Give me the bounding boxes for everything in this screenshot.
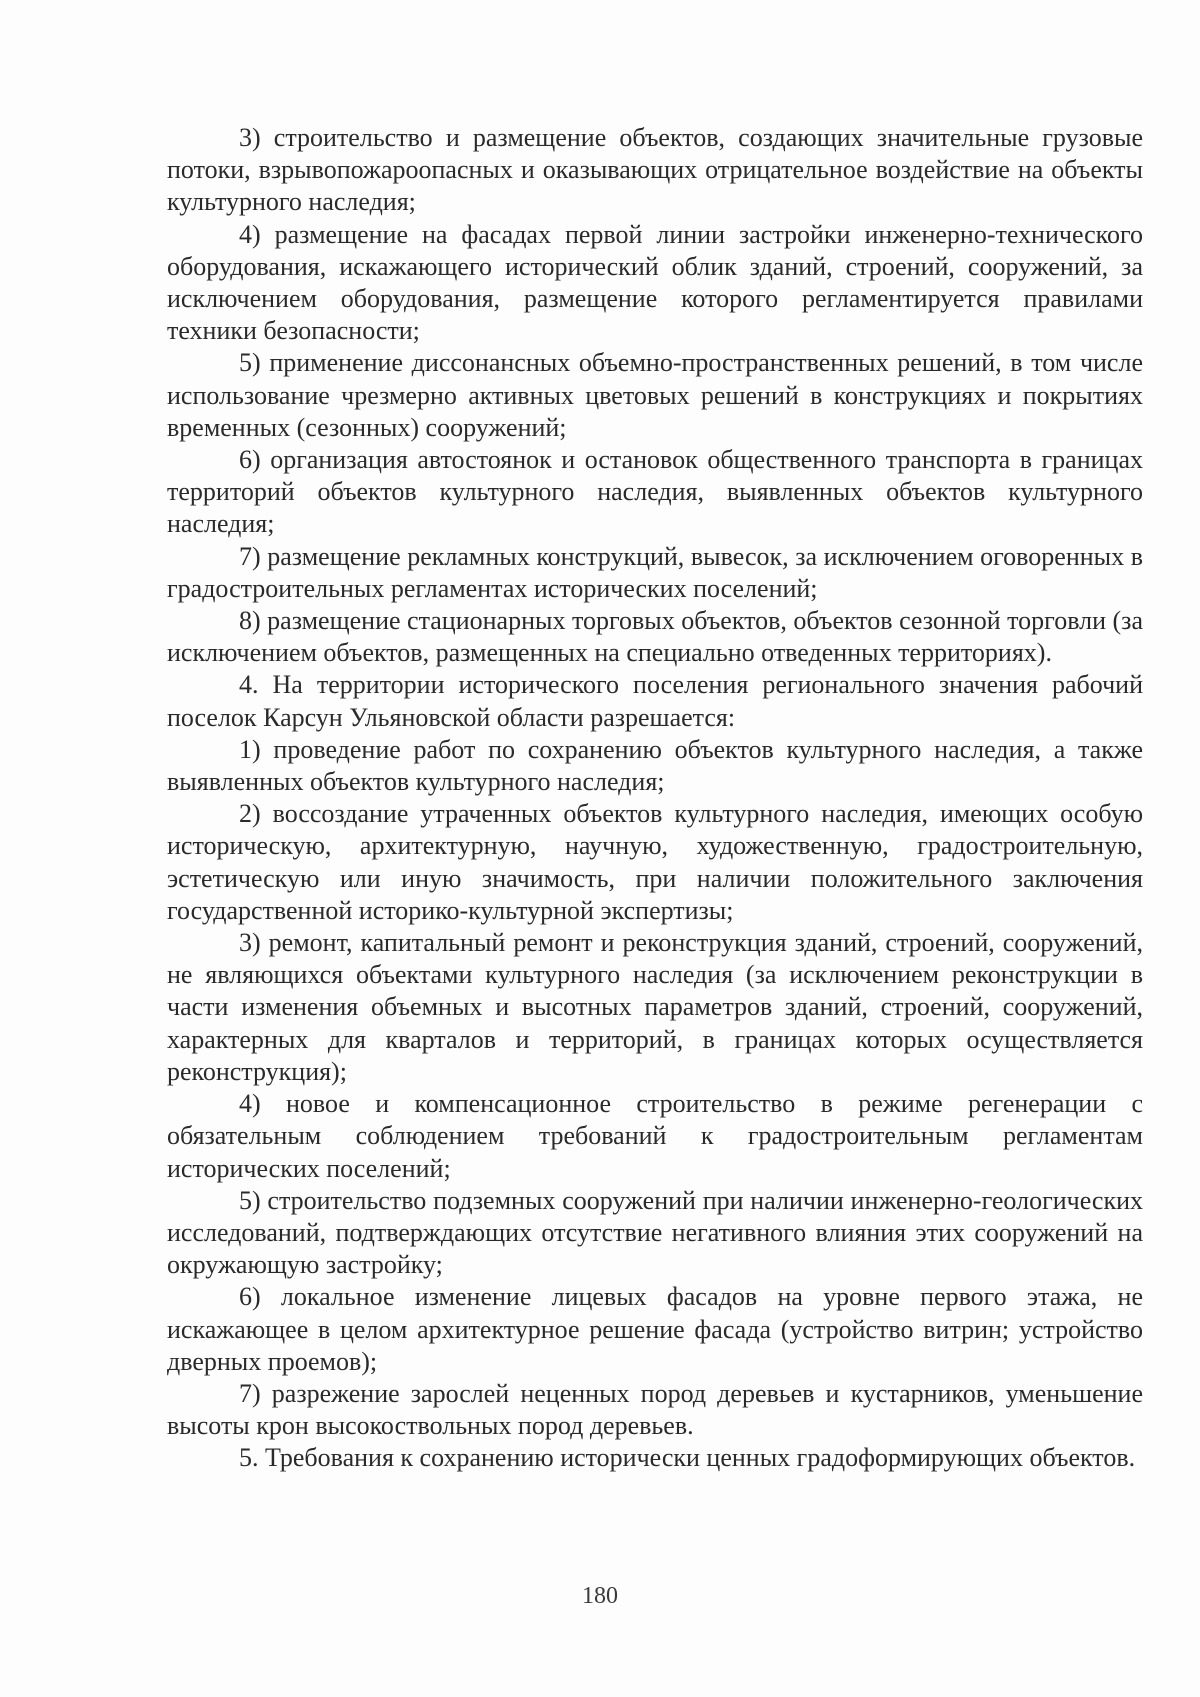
permitted-item-7: 7) разрежение зарослей неценных пород деревьев и кустарников, уменьшение высоты крон высокоствольных пород деревьев. — [167, 1378, 1143, 1441]
permitted-item-1: 1) проведение работ по сохранению объектов культурного наследия, а также выявленных объектов культурного наследия; — [167, 734, 1143, 797]
page-number: 180 — [582, 1583, 618, 1609]
permitted-item-5: 5) строительство подземных сооружений при наличии инженерно-геологических исследований, подтверждающих отсутствие негативного влияния этих сооружений на окружающую застройку; — [167, 1185, 1143, 1280]
section-5-heading: 5. Требования к сохранению исторически ценных градоформирующих объектов. — [239, 1443, 1136, 1473]
permitted-item-6: 6) локальное изменение лицевых фасадов на уровне первого этажа, не искажающее в целом архитектурное решение фасада (устройство витрин; устройство дверных проемов); — [167, 1282, 1143, 1376]
paragraph-item-5: 5) применение диссонансных объемно-пространственных решений, в том числе использование чрезмерно активных цветовых решений в конструкциях и покрытиях временных (сезонных) сооружений; — [167, 348, 1143, 442]
paragraph-item-8: 8) размещение стационарных торговых объектов, объектов сезонной торговли (за исключением объектов, размещенных на специально отведенных территориях). — [167, 606, 1143, 668]
paragraph-item-7: 7) размещение рекламных конструкций, вывесок, за исключением оговоренных в градостроительных регламентах исторических поселений; — [167, 541, 1143, 603]
permitted-item-2: 2) воссоздание утраченных объектов культурного наследия, имеющих особую историческую, архитектурную, научную, художественную, градостроительную, эстетическую или иную значимость, при наличии положительного заключения государственной историко-культурной экспертизы; — [167, 799, 1143, 925]
document-body — [167, 122, 1143, 1475]
permitted-item-3: 3) ремонт, капитальный ремонт и реконструкция зданий, строений, сооружений, не являющихся объектами культурного наследия (за исключением реконструкции в части изменения объемных и высотных параметров зданий, строений, сооружений, характерных для кварталов и территорий, в границах которых осуществляется реконструкция); — [167, 928, 1143, 1086]
section-4-heading: 4. На территории исторического поселения регионального значения рабочий поселок Карсун Ульяновской области разрешается: — [167, 670, 1143, 732]
paragraph-item-4: 4) размещение на фасадах первой линии застройки инженерно-технического оборудования, искажающего исторический облик зданий, строений, сооружений, за исключением оборудования, размещение которого регламентируется правилами техники безопасности; — [167, 219, 1143, 346]
permitted-item-4: 4) новое и компенсационное строительство в режиме регенерации с обязательным соблюдением требований к градостроительным регламентам исторических поселений; — [167, 1089, 1143, 1183]
paragraph-item-6: 6) организация автостоянок и остановок общественного транспорта в границах территорий объектов культурного наследия, выявленных объектов культурного наследия; — [167, 445, 1143, 539]
paragraph-item-3: 3) строительство и размещение объектов, создающих значительные грузовые потоки, взрывопожароопасных и оказывающих отрицательное воздействие на объекты культурного наследия; — [167, 123, 1143, 217]
